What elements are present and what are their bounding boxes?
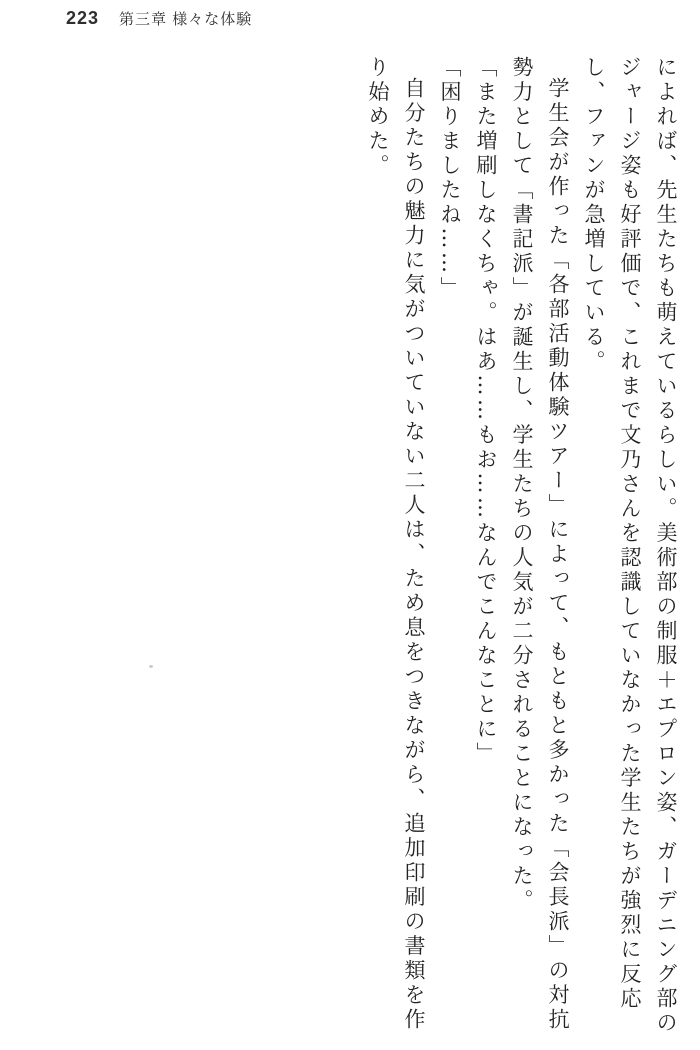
print-speck-artifact bbox=[149, 665, 153, 668]
paragraph: 「困りましたね……」 bbox=[438, 56, 462, 301]
page-header bbox=[66, 8, 252, 29]
paragraph: 学生会が作った「各部活動体験ツアー」によって、もともと多かった「会長派」の対抗勢力として「書記派」が誕生し、学生たちの人気が二分されることになった。 bbox=[510, 56, 570, 1033]
paragraph: によれば、先生たちも萌えているらしい。美術部の制服＋エプロン姿、ガーデニング部のジャージ姿も好評価で、これまで文乃さんを認識していなかった学生たちが強烈に反応し、ファンが急増している。 bbox=[582, 56, 678, 1036]
chapter-title: 第三章 様々な体験 bbox=[119, 11, 253, 28]
paragraph: 「また増刷しなくちゃ。はあ……もお……なんでこんなことに」 bbox=[474, 56, 498, 767]
paragraph: 自分たちの魅力に気がついていない二人は、ため息をつきながら、追加印刷の書類を作り始めた。 bbox=[366, 56, 426, 1033]
page-number: 223 bbox=[66, 8, 100, 28]
body-text bbox=[360, 56, 684, 1041]
